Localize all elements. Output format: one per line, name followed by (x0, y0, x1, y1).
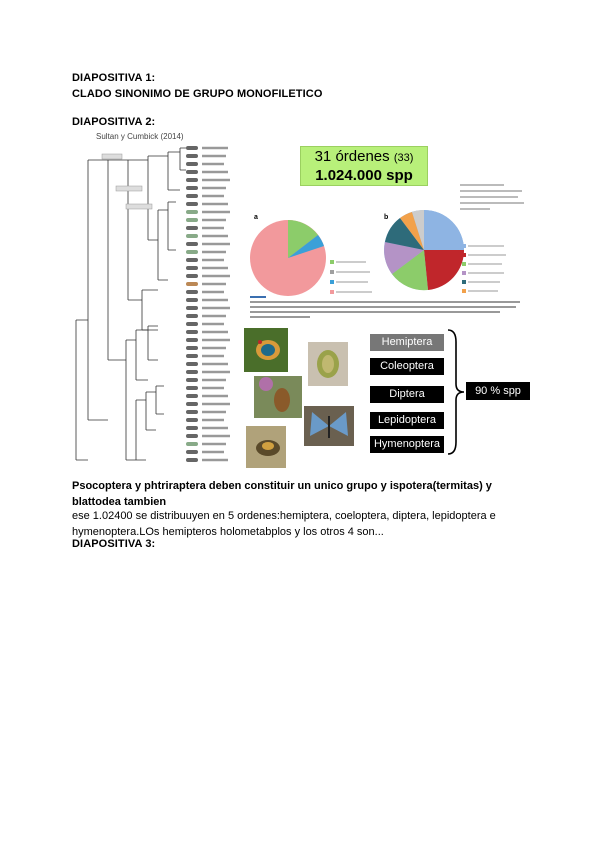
phylogenetic-tree (68, 130, 240, 470)
pie-label-a: a (254, 214, 258, 221)
orders-count-text: 31 órdenes (314, 148, 390, 165)
orders-count-alt: (33) (393, 152, 414, 164)
slide2-heading: DIAPOSITIVA 2: (72, 116, 156, 128)
percent-box: 90 % spp (466, 382, 530, 400)
order-diptera: Diptera (370, 386, 444, 403)
photo-lepidoptera-butterfly (304, 406, 354, 446)
slide1-heading: DIAPOSITIVA 1: (72, 72, 156, 84)
paragraph-bold: Psocoptera y phtriraptera deben constituir un unico grupo y ispotera(termitas) y blattodea tambien (72, 480, 492, 508)
pie-chart-a (248, 218, 328, 298)
slide3-heading: DIAPOSITIVA 3: (72, 538, 156, 550)
orders-count-box (300, 146, 428, 186)
pie-legend-a (330, 258, 386, 298)
pie-chart-b (382, 208, 466, 292)
paragraph-body: ese 1.02400 se distribuuyen en 5 ordenes:hemiptera, coeloptera, diptera, lepidoptera e hymenoptera.LOs hemipteros holometabplos y los otros 4 son... (72, 510, 496, 538)
order-hymenoptera: Hymenoptera (370, 436, 444, 453)
photo-diptera (246, 426, 286, 468)
slide2-figure (68, 130, 540, 470)
order-hemiptera: Hemiptera (370, 334, 444, 351)
tree-title: Sultan y Cumbick (2014) (96, 132, 184, 141)
slide1-subheading: CLADO SINONIMO DE GRUPO MONOFILETICO (72, 88, 323, 100)
pie-legend-b (462, 242, 518, 298)
species-count-text: 1.024.000 spp (315, 167, 413, 184)
brace-icon (446, 328, 466, 456)
photo-hemiptera (244, 328, 288, 372)
side-text-block (460, 184, 530, 220)
photo-coleoptera (308, 342, 348, 386)
figure-caption (250, 296, 526, 320)
photo-lepidoptera-flower (254, 376, 302, 418)
order-coleoptera: Coleoptera (370, 358, 444, 375)
pie-label-b: b (384, 214, 389, 221)
order-lepidoptera: Lepidoptera (370, 412, 444, 429)
